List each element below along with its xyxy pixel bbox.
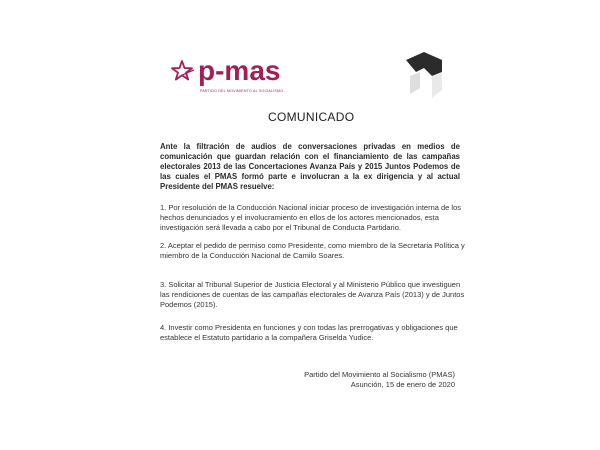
- resolution-point-4: 4. Investir como Presidenta en funciones y con todas las prerrogativas y obligaciones que establece el Estatuto partidario a la compañera Griselda Yudice.: [160, 323, 458, 342]
- page-title: COMUNICADO: [268, 110, 355, 124]
- logo-wordmark: p-mas: [198, 55, 281, 86]
- signature-block: [255, 370, 455, 390]
- signature-org: Partido del Movimiento al Socialismo (PMAS): [304, 370, 455, 379]
- resolution-point-1: 1. Por resolución de la Conducción Nacional iniciar proceso de investigación interna de los hechos denunciados y el involucramiento en ellos de los actores mencionados, esta investigación será llevada a cabo por el Tribunal de Conducta Partidario.: [160, 203, 462, 232]
- corner-logo-graphic: [392, 50, 450, 106]
- resolution-point-3: 3. Solicitar al Tribunal Superior de Justicia Electoral y al Ministerio Público que investiguen las rendiciones de cuentas de las campañas electorales de Avanza País (2013) y de Juntos Podemos (2015).: [160, 280, 465, 309]
- pmas-logo: [170, 55, 290, 98]
- signature-place-date: Asunción, 15 de enero de 2020: [350, 380, 455, 389]
- resolution-point-2: 2. Aceptar el pedido de permiso como Presidente, como miembro de la Secretaria Política y miembro de la Conducción Nacional de Camilo Soares.: [160, 241, 465, 260]
- intro-paragraph: Ante la filtración de audios de conversaciones privadas en medios de comunicación que guardan relación con el financiamiento de las campañas electorales 2013 de las Concertaciones Avanza País y 2015 Juntos Podemos de las cuales el PMAS formó parte e involucran a la ex dirigencia y al actual Presidente del PMAS resuelve:: [160, 142, 460, 191]
- logo-tagline: PARTIDO DEL MOVIMIENTO AL SOCIALISMO: [200, 89, 284, 93]
